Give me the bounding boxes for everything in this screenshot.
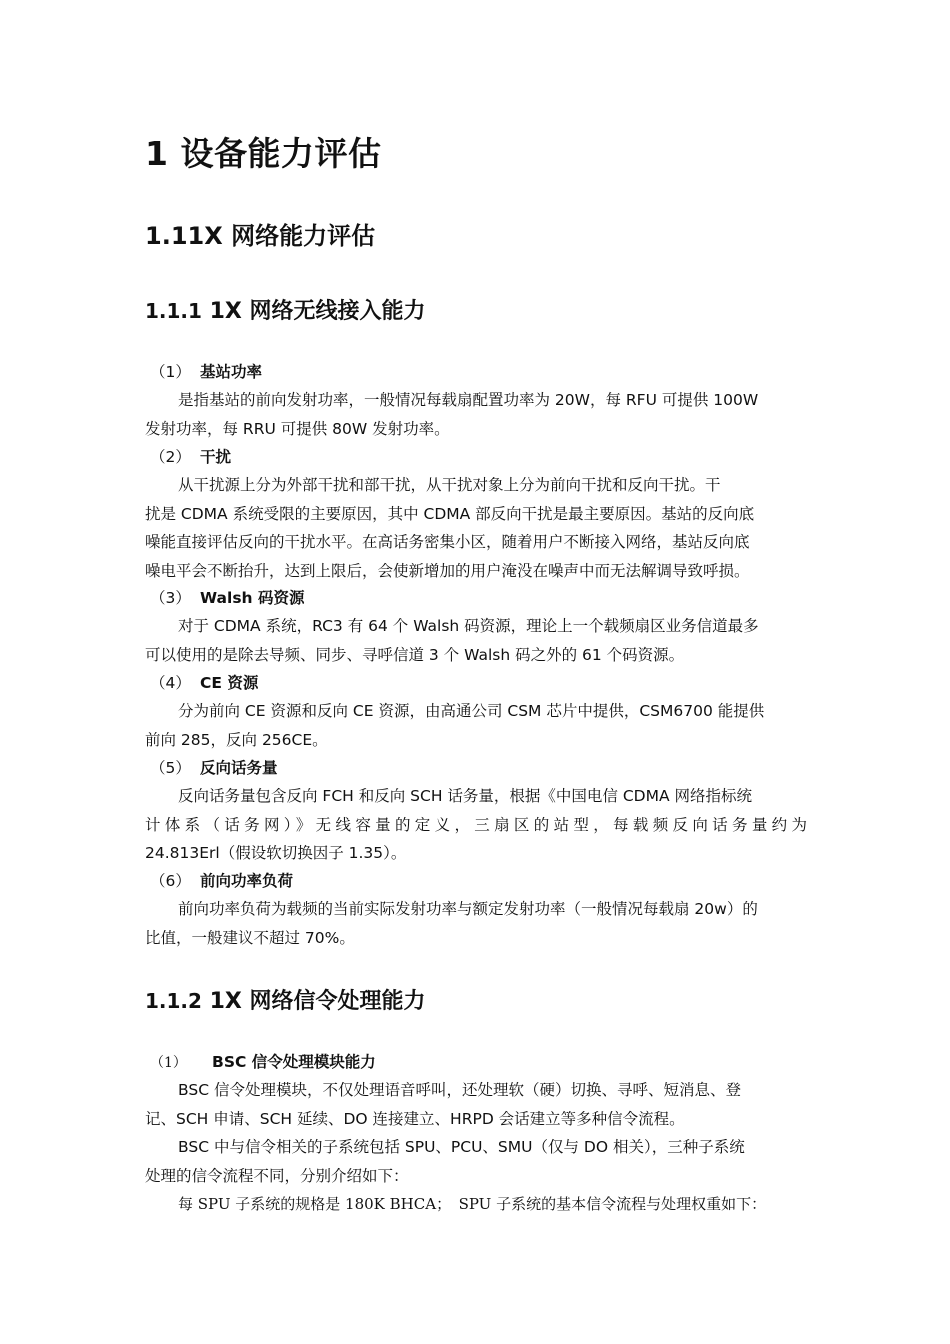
paragraph-base-station-power [145,386,807,443]
item-heading-1 [150,362,262,382]
paragraph-line: 噪能直接评估反向的干扰水平。在高话务密集小区，随着用户不断接入网络，基站反向底 [145,533,750,551]
item-heading-bsc [150,1052,376,1073]
paragraph-line: 前向功率负荷为载频的当前实际发射功率与额定发射功率（一般情况每载扇 20w）的 [178,900,758,918]
paragraph-line: 对于 CDMA 系统，RC3 有 64 个 Walsh 码资源，理论上一个载频扇区业务信道最多 [178,617,759,635]
paragraph-line: 前向 285，反向 256CE。 [145,730,328,749]
paragraph-line: 分为前向 CE 资源和反向 CE 资源，由高通公司 CSM 芯片中提供，CSM6700 能提供 [178,702,765,720]
paragraph-line: 可以使用的是除去导频、同步、寻呼信道 3 个 Walsh 码之外的 61 个码资源。 [145,645,685,664]
paragraph-line: 记、SCH 申请、SCH 延续、DO 连接建立、HRPD 会话建立等多种信令流程。 [145,1109,685,1128]
heading-3-text: 1X 网络信令处理能力 [209,989,426,1014]
paragraph-line: 噪电平会不断抬升，达到上限后，会使新增加的用户淹没在噪声中而无法解调导致呼损。 [145,561,750,580]
heading-1: 1 设备能力评估 [145,134,382,173]
item-index: （2） [150,448,191,466]
paragraph-forward-power-load [145,895,807,952]
item-heading-3 [150,588,304,608]
paragraph-bsc-module [145,1076,807,1133]
paragraph-line: 计体系（话务网）》无线容量的定义，三扇区的站型，每载频反向话务量约为 [145,815,807,834]
item-index: （1） [150,1055,187,1071]
item-heading-4 [150,673,258,693]
heading-3-signaling [145,984,426,1015]
item-title: 基站功率 [200,363,263,381]
heading-3-number: 1.1.1 [145,299,202,323]
paragraph-bsc-subsystems [145,1133,807,1190]
paragraph-walsh-code [145,612,807,669]
item-title: CE 资源 [200,674,259,692]
item-index: （6） [150,872,191,890]
heading-3-number: 1.1.2 [145,989,202,1013]
item-title: 反向话务量 [200,759,278,777]
paragraph-line: 比值，一般建议不超过 70%。 [145,928,355,947]
paragraph-line: BSC 信令处理模块，不仅处理语音呼叫，还处理软（硬）切换、寻呼、短消息、登 [178,1081,741,1099]
item-title: 前向功率负荷 [200,872,294,890]
heading-2: 1.11X 网络能力评估 [145,222,376,250]
item-index: （1） [150,363,191,381]
item-index: （5） [150,759,191,777]
paragraph-line: BSC 中与信令相关的子系统包括 SPU、PCU、SMU（仅与 DO 相关），三种子系统 [178,1138,745,1156]
paragraph-line: 24.813Erl（假设软切换因子 1.35）。 [145,844,407,862]
paragraph-ce-resource [145,697,807,754]
item-title: BSC 信令处理模块能力 [212,1053,376,1071]
heading-3-wireless-access [145,294,426,325]
item-index: （3） [150,589,191,607]
paragraph-interference [145,471,807,585]
paragraph-reverse-traffic [145,782,807,868]
paragraph-line: 从干扰源上分为外部干扰和部干扰，从干扰对象上分为前向干扰和反向干扰。干 [178,476,721,494]
heading-3-text: 1X 网络无线接入能力 [209,299,426,324]
item-heading-2 [150,447,231,467]
paragraph-line: 反向话务量包含反向 FCH 和反向 SCH 话务量，根据《中国电信 CDMA 网络指标统 [178,787,753,805]
item-title: Walsh 码资源 [200,589,305,607]
item-index: （4） [150,674,191,692]
paragraph-line: 发射功率，每 RRU 可提供 80W 发射功率。 [145,419,450,438]
item-heading-5 [150,758,278,778]
paragraph-spu-spec: 每 SPU 子系统的规格是 180K BHCA； SPU 子系统的基本信令流程与处理权重如下： [178,1195,767,1213]
item-heading-6 [150,871,293,891]
paragraph-line: 扰是 CDMA 系统受限的主要原因，其中 CDMA 部反向干扰是最主要原因。基站的反向底 [145,504,755,523]
item-title: 干扰 [200,448,232,466]
paragraph-line: 是指基站的前向发射功率，一般情况每载扇配置功率为 20W，每 RFU 可提供 100W [178,391,759,409]
paragraph-line: 处理的信令流程不同，分别介绍如下： [145,1166,409,1185]
